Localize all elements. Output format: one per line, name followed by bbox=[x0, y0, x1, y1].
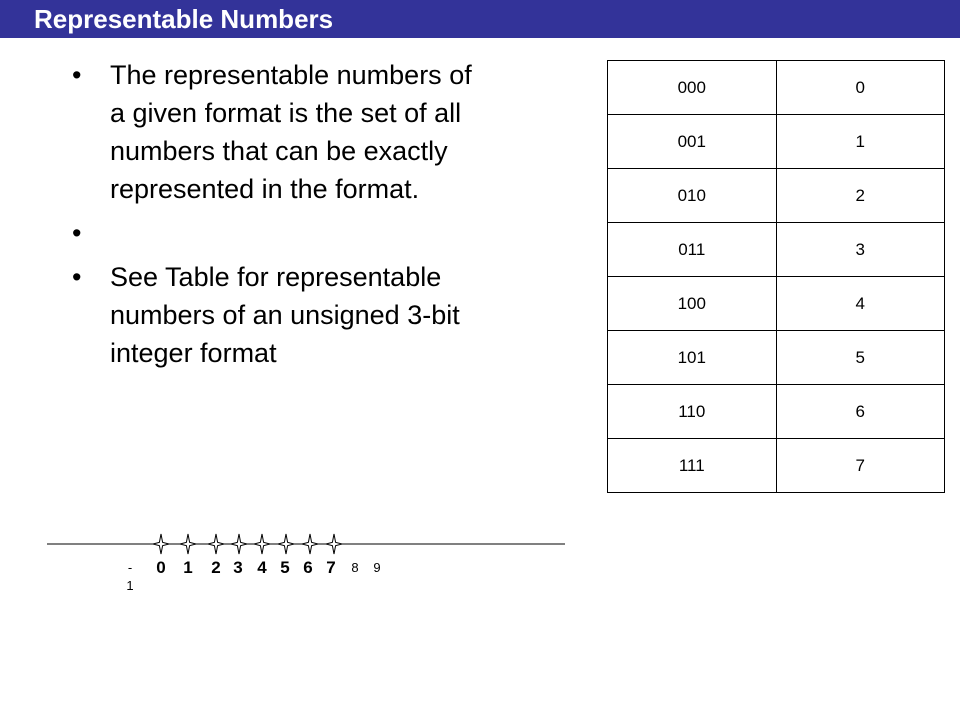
four-point-star-icon bbox=[208, 534, 224, 554]
four-point-star-icon bbox=[231, 534, 247, 554]
value-cell: 3 bbox=[776, 223, 945, 277]
bit-pattern-cell: 110 bbox=[608, 385, 777, 439]
bullet-text: The representable numbers of a given format is the set of all numbers that can be exactly represented in the format. bbox=[110, 60, 472, 204]
neg-digit: 1 bbox=[126, 578, 134, 593]
tick-label-representable: 0 bbox=[156, 558, 166, 577]
value-cell: 5 bbox=[776, 331, 945, 385]
four-point-star-icon bbox=[180, 534, 196, 554]
bit-pattern-cell: 101 bbox=[608, 331, 777, 385]
tick-label-neg-one bbox=[122, 559, 138, 595]
value-cell: 7 bbox=[776, 439, 945, 493]
value-cell: 0 bbox=[776, 61, 945, 115]
bullet-dot-icon: • bbox=[72, 262, 82, 292]
bit-pattern-cell: 001 bbox=[608, 115, 777, 169]
four-point-star-icon bbox=[302, 534, 318, 554]
four-point-star-icon bbox=[153, 534, 169, 554]
four-point-star-icon bbox=[326, 534, 342, 554]
tick-label-other: 9 bbox=[373, 560, 381, 575]
bit-pattern-cell: 111 bbox=[608, 439, 777, 493]
bit-pattern-cell: 011 bbox=[608, 223, 777, 277]
value-cell: 2 bbox=[776, 169, 945, 223]
bullet-text: See Table for representable numbers of an unsigned 3-bit integer format bbox=[110, 262, 460, 368]
four-point-star-icon bbox=[254, 534, 270, 554]
slide-title: Representable Numbers bbox=[34, 4, 334, 34]
value-cell: 6 bbox=[776, 385, 945, 439]
tick-label-representable: 6 bbox=[303, 558, 313, 577]
bit-pattern-cell: 000 bbox=[608, 61, 777, 115]
four-point-star-icon bbox=[278, 534, 294, 554]
tick-label-representable: 3 bbox=[233, 558, 243, 577]
tick-label-representable: 4 bbox=[257, 558, 267, 577]
value-cell: 1 bbox=[776, 115, 945, 169]
tick-label-representable: 1 bbox=[183, 558, 193, 577]
tick-label-other: 8 bbox=[351, 560, 359, 575]
bit-pattern-cell: 010 bbox=[608, 169, 777, 223]
value-cell: 4 bbox=[776, 277, 945, 331]
neg-sign: - bbox=[127, 560, 133, 575]
bullet-dot-icon: • bbox=[72, 60, 82, 90]
tick-label-representable: 7 bbox=[326, 558, 336, 577]
bit-pattern-cell: 100 bbox=[608, 277, 777, 331]
bullet-dot-icon: • bbox=[72, 218, 82, 248]
tick-label-representable: 2 bbox=[211, 558, 221, 577]
tick-label-representable: 5 bbox=[280, 558, 290, 577]
